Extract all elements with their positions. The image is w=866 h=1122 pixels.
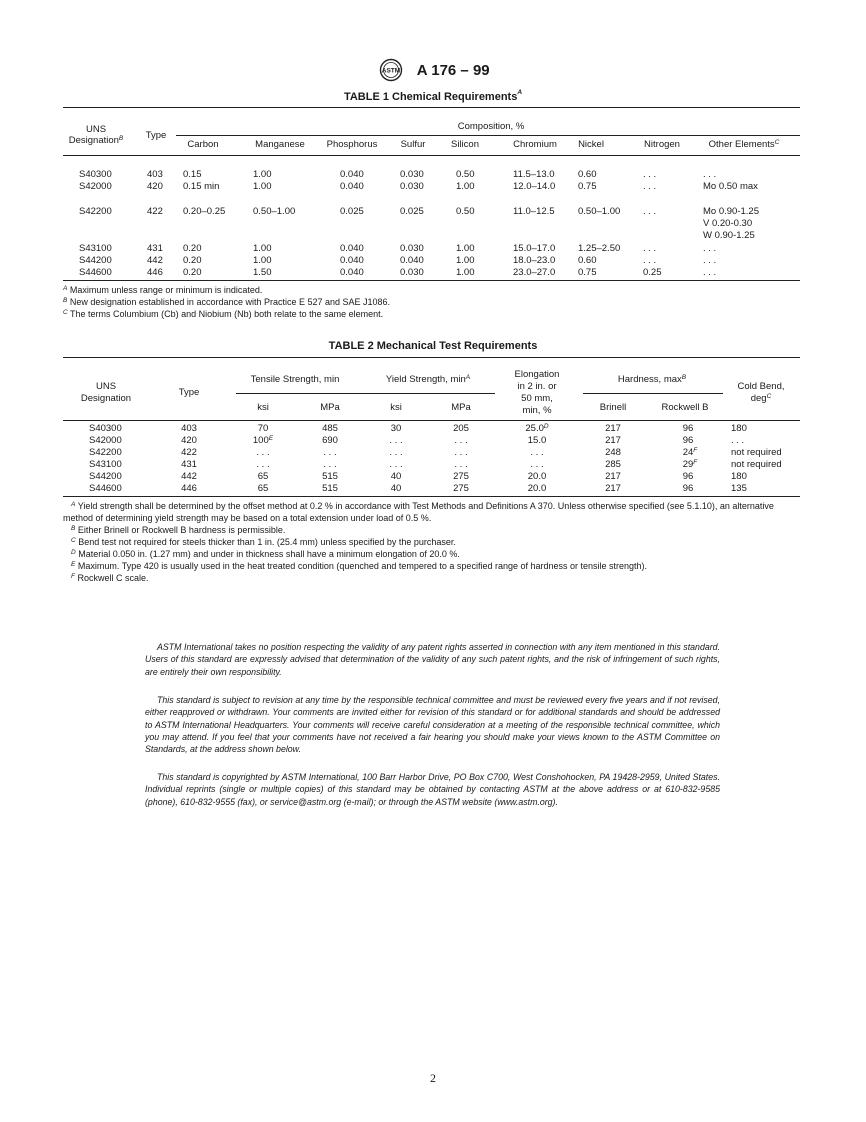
t1-r1-manganese: 1.00	[253, 181, 272, 192]
t2-r1-rockwell: 96	[682, 435, 694, 446]
table2-col-tensile: Tensile Strength, min	[250, 374, 340, 385]
table2-footnotes	[63, 500, 803, 584]
t2-r2-uns: S42200	[89, 447, 122, 458]
t1-r2-nickel: 0.50–1.00	[578, 206, 621, 217]
t2-footnote-d: $^D$ Material 0.050 in. (1.27 mm) and under in thickness shall have a minimum elongation of 20.0 %.	[71, 549, 460, 559]
t1-r0-sulfur: 0.030	[400, 169, 424, 180]
table2-hardness-rule	[583, 393, 723, 394]
t1-r3-sulfur: 0.030	[400, 243, 424, 254]
t2-r0-rockwell: 96	[682, 423, 694, 434]
t2-r3-yksi: . . .	[389, 459, 403, 470]
t2-r4-tmpa: 515	[322, 471, 338, 482]
t1-r2-silicon: 0.50	[456, 206, 475, 217]
table1-col-phosphorus: Phosphorus	[326, 139, 378, 150]
t2-r3-tmpa: . . .	[323, 459, 337, 470]
table2-sub-tensile-ksi: ksi	[257, 402, 269, 413]
table2-col-type: Type	[178, 387, 200, 398]
t1-r1-silicon: 1.00	[456, 181, 475, 192]
t2-r1-yksi: . . .	[389, 435, 403, 446]
t2-r4-yksi: 40	[390, 471, 402, 482]
t2-r4-ympa: 275	[453, 471, 469, 482]
table2-col-elong-2: in 2 in. or	[517, 381, 557, 392]
astm-logo-icon	[376, 58, 406, 82]
t1-r4-nitrogen: . . .	[643, 255, 657, 266]
t1-r4-phosphorus: 0.040	[340, 255, 364, 266]
table1-col-carbon: Carbon	[187, 139, 219, 150]
table2-col-coldbend-2: deg$^C$	[750, 393, 772, 404]
table1-col-designation: Designation$^B$	[68, 135, 124, 146]
t2-r4-brinell: 217	[605, 471, 621, 482]
table2-col-elong-1: Elongation	[514, 369, 560, 380]
t2-footnote-e: $^E$ Maximum. Type 420 is usually used in the heat treated condition (quenched and tempered to a specified range of hardness or tensile strength).	[71, 561, 648, 571]
t1-r0-nickel: 0.60	[578, 169, 597, 180]
table1-bottom-rule	[63, 280, 800, 281]
t2-r3-bend: not required	[731, 459, 782, 470]
t2-r0-yksi: 30	[390, 423, 402, 434]
t1-r0-carbon: 0.15	[183, 169, 202, 180]
t2-r1-uns: S42000	[89, 435, 122, 446]
t2-r4-tksi: 65	[257, 471, 269, 482]
table1-col-other: Other Elements$^C$	[708, 139, 780, 150]
t2-r2-type: 422	[181, 447, 197, 458]
t2-r5-rockwell: 96	[682, 483, 694, 494]
t1-r5-silicon: 1.00	[456, 267, 475, 278]
t1-r3-carbon: 0.20	[183, 243, 202, 254]
t2-r5-uns: S44600	[89, 483, 122, 494]
t2-r2-ympa: . . .	[454, 447, 468, 458]
table1-col-chromium: Chromium	[513, 139, 557, 150]
notice-copyright: This standard is copyrighted by ASTM International, 100 Barr Harbor Drive, PO Box C700, West Conshohocken, PA 19428-2959, United States. Individual reprints (single or multiple copies) of this standard may be obtained by contacting ASTM at the above address or at 610-832-9585 (phone), 610-832-9555 (fax), or service@astm.org (e-mail); or through the ASTM website (www.astm.org).	[145, 772, 720, 807]
t1-r1-nitrogen: . . .	[643, 181, 657, 192]
table2-sub-yield-mpa: MPa	[451, 402, 471, 413]
table2-sub-rockwell: Rockwell B	[661, 402, 709, 413]
t1-r4-uns: S44200	[79, 255, 112, 266]
t2-r2-tmpa: . . .	[323, 447, 337, 458]
table1-col-nickel: Nickel	[578, 139, 604, 150]
standard-designation: A 176 – 99	[416, 61, 490, 79]
t1-r5-other: . . .	[703, 267, 717, 278]
table1-group-rule	[176, 135, 800, 136]
t2-r0-bend: 180	[731, 423, 747, 434]
table1-col-type: Type	[145, 130, 167, 141]
table2-sub-yield-ksi: ksi	[390, 402, 402, 413]
t2-r5-tksi: 65	[257, 483, 269, 494]
table2-header-rule	[63, 420, 800, 421]
t2-r2-yksi: . . .	[389, 447, 403, 458]
notice-revision: This standard is subject to revision at any time by the responsible technical committee and must be reviewed every five years and if not revised, either reapproved or withdrawn. Your comments are invited either for revision of this standard or for additional standards and should be addressed to ASTM International Headquarters. Your comments will receive careful consideration at a meeting of the responsible technical committee, which you may attend. If you feel that your comments have not received a fair hearing you should make your views known to the ASTM Committee on Standards, at the address shown below.	[145, 695, 720, 755]
t1-r1-sulfur: 0.030	[400, 181, 424, 192]
t2-r2-bend: not required	[731, 447, 782, 458]
logo-text: ASTM	[382, 67, 401, 75]
t2-footnote-c: $^C$ Bend test not required for steels thicker than 1 in. (25.4 mm) unless specified by the purchaser.	[71, 537, 456, 547]
t2-r1-brinell: 217	[605, 435, 621, 446]
t1-r4-other: . . .	[703, 255, 717, 266]
table2-col-hardness: Hardness, $\max^B$	[617, 374, 687, 385]
t1-r3-manganese: 1.00	[253, 243, 272, 254]
t1-r3-phosphorus: 0.040	[340, 243, 364, 254]
t1-footnote-b: $^B$ New designation established in accordance with Practice E 527 and SAE J1086.	[63, 297, 391, 307]
table2-sub-brinell: Brinell	[599, 402, 627, 413]
t1-r5-phosphorus: 0.040	[340, 267, 364, 278]
t1-footnote-a: $^A$ Maximum unless range or minimum is indicated.	[63, 285, 263, 295]
t1-r3-chromium: 15.0–17.0	[513, 243, 556, 254]
t1-r1-nickel: 0.75	[578, 181, 597, 192]
page-number: 2	[430, 1071, 436, 1085]
t1-r2-nitrogen: . . .	[643, 206, 657, 217]
t2-r5-ympa: 275	[453, 483, 469, 494]
table2-title: TABLE 2 Mechanical Test Requirements	[328, 340, 538, 352]
t2-r3-brinell: 285	[605, 459, 621, 470]
t1-r2-type: 422	[147, 206, 163, 217]
t1-r3-nitrogen: . . .	[643, 243, 657, 254]
t1-r3-uns: S43100	[79, 243, 112, 254]
t1-r4-chromium: 18.0–23.0	[513, 255, 556, 266]
table2-top-rule	[63, 357, 800, 358]
t2-r0-brinell: 217	[605, 423, 621, 434]
t2-r4-type: 442	[181, 471, 197, 482]
t2-r5-tmpa: 515	[322, 483, 338, 494]
table2-col-elong-4: min, %	[522, 405, 552, 416]
t2-r1-elong: 15.0	[527, 435, 547, 446]
t1-r0-silicon: 0.50	[456, 169, 475, 180]
t2-r1-type: 420	[181, 435, 197, 446]
t1-r2-phosphorus: 0.025	[340, 206, 364, 217]
t1-r0-type: 403	[147, 169, 163, 180]
t1-r2-manganese: 0.50–1.00	[253, 206, 296, 217]
t1-r5-manganese: 1.50	[253, 267, 272, 278]
notice-patent: ASTM International takes no position respecting the validity of any patent rights asserted in connection with any item mentioned in this standard. Users of this standard are expressly advised that determination of the validity of any such patent rights, and the risk of infringement of such rights, are entirely their own responsibility.	[145, 642, 720, 677]
t2-r0-elong: $25.0^D$	[525, 423, 549, 434]
t2-r0-tksi: 70	[257, 423, 269, 434]
t1-r1-other: Mo 0.50 max	[703, 181, 758, 192]
t2-footnote-f: $^F$ Rockwell C scale.	[71, 573, 149, 583]
t1-r4-silicon: 1.00	[456, 255, 475, 266]
t1-r5-type: 446	[147, 267, 163, 278]
t1-r2-chromium: 11.0–12.5	[513, 206, 555, 217]
t2-r3-ympa: . . .	[454, 459, 468, 470]
t2-r4-bend: 180	[731, 471, 747, 482]
table1-col-nitrogen: Nitrogen	[644, 139, 680, 150]
t1-r5-chromium: 23.0–27.0	[513, 267, 556, 278]
t1-r2-other: Mo 0.90-1.25	[703, 206, 759, 217]
t2-r2-rockwell: $24^F$	[682, 447, 698, 458]
table2-col-yield: Yield Strength, $\min^A$	[385, 374, 471, 385]
t1-r2-other-2: V 0.20-0.30	[703, 218, 753, 229]
t1-r0-nitrogen: . . .	[643, 169, 657, 180]
t1-r5-nickel: 0.75	[578, 267, 597, 278]
t1-r0-phosphorus: 0.040	[340, 169, 364, 180]
t2-r1-ympa: . . .	[454, 435, 468, 446]
table1-col-manganese: Manganese	[255, 139, 305, 150]
t1-r2-uns: S42200	[79, 206, 112, 217]
t2-r2-tksi: . . .	[256, 447, 270, 458]
t1-r3-silicon: 1.00	[456, 243, 475, 254]
table2-sub-tensile-mpa: MPa	[320, 402, 340, 413]
table2-col-uns: UNS	[95, 381, 117, 392]
t1-r2-other-3: W 0.90-1.25	[703, 230, 755, 241]
t1-r5-sulfur: 0.030	[400, 267, 424, 278]
t2-r3-rockwell: $29^F$	[682, 459, 698, 470]
t2-r3-uns: S43100	[89, 459, 122, 470]
t1-r4-nickel: 0.60	[578, 255, 597, 266]
t1-r0-uns: S40300	[79, 169, 112, 180]
table2-bottom-rule	[63, 496, 800, 497]
t1-r1-uns: S42000	[79, 181, 112, 192]
document-header	[0, 58, 866, 82]
table1-col-uns: UNS	[85, 124, 107, 135]
t2-footnote-a: $^A$ Yield strength shall be determined by the offset method at 0.2 % in accordance with Test Methods and Definitions A 370. Unless otherwise specified (see 5.1.10), an alternative method of determining yield strength may be based on a total extension under load of 0.5 %.	[63, 501, 774, 523]
t2-r0-ympa: 205	[453, 423, 469, 434]
table1-top-rule	[63, 107, 800, 108]
t1-r4-carbon: 0.20	[183, 255, 202, 266]
table1-col-silicon: Silicon	[451, 139, 479, 150]
table2-col-elong-3: 50 mm,	[521, 393, 553, 404]
t1-r4-sulfur: 0.040	[400, 255, 424, 266]
t2-r1-bend: . . .	[731, 435, 745, 446]
table2-col-coldbend-1: Cold Bend,	[737, 381, 785, 392]
t1-r1-type: 420	[147, 181, 163, 192]
t2-r5-brinell: 217	[605, 483, 621, 494]
t2-r0-tmpa: 485	[322, 423, 338, 434]
t1-r5-uns: S44600	[79, 267, 112, 278]
t2-r2-elong: . . .	[530, 447, 544, 458]
t1-r3-type: 431	[147, 243, 163, 254]
t2-r4-elong: 20.0	[527, 471, 547, 482]
table2-strength-rule	[236, 393, 495, 394]
t2-r4-rockwell: 96	[682, 471, 694, 482]
t1-r0-chromium: 11.5–13.0	[513, 169, 555, 180]
t1-r0-manganese: 1.00	[253, 169, 272, 180]
t1-r3-other: . . .	[703, 243, 717, 254]
t1-r1-chromium: 12.0–14.0	[513, 181, 556, 192]
t2-r0-type: 403	[181, 423, 197, 434]
table1-col-sulfur: Sulfur	[400, 139, 426, 150]
t1-r4-type: 442	[147, 255, 163, 266]
t1-r0-other: . . .	[703, 169, 717, 180]
table1-header-rule	[63, 155, 800, 156]
t1-r3-nickel: 1.25–2.50	[578, 243, 621, 254]
t2-r2-brinell: 248	[605, 447, 621, 458]
t1-r5-carbon: 0.20	[183, 267, 202, 278]
t2-r5-elong: 20.0	[527, 483, 547, 494]
t2-r1-tksi: $100^E$	[252, 435, 274, 446]
table1-group-composition: Composition, %	[457, 121, 525, 132]
table2-col-designation: Designation	[80, 393, 132, 404]
t2-r5-yksi: 40	[390, 483, 402, 494]
table1-footnotes	[63, 284, 803, 320]
table1-title: TABLE 1 Chemical Requirements$^A$	[343, 89, 523, 103]
t1-r2-sulfur: 0.025	[400, 206, 424, 217]
t2-r5-bend: 135	[731, 483, 747, 494]
t2-r3-elong: . . .	[530, 459, 544, 470]
t1-r2-carbon: 0.20–0.25	[183, 206, 226, 217]
t1-r1-carbon: 0.15 min	[183, 181, 220, 192]
t1-r5-nitrogen: 0.25	[643, 267, 662, 278]
t2-r4-uns: S44200	[89, 471, 122, 482]
t2-r0-uns: S40300	[89, 423, 122, 434]
t1-r1-phosphorus: 0.040	[340, 181, 364, 192]
t1-footnote-c: $^C$ The terms Columbium (Cb) and Niobium (Nb) both relate to the same element.	[63, 309, 384, 319]
t2-r1-tmpa: 690	[322, 435, 338, 446]
t2-r3-type: 431	[181, 459, 197, 470]
t2-footnote-b: $^B$ Either Brinell or Rockwell B hardness is permissible.	[71, 525, 286, 535]
t2-r3-tksi: . . .	[256, 459, 270, 470]
t1-r4-manganese: 1.00	[253, 255, 272, 266]
t2-r5-type: 446	[181, 483, 197, 494]
